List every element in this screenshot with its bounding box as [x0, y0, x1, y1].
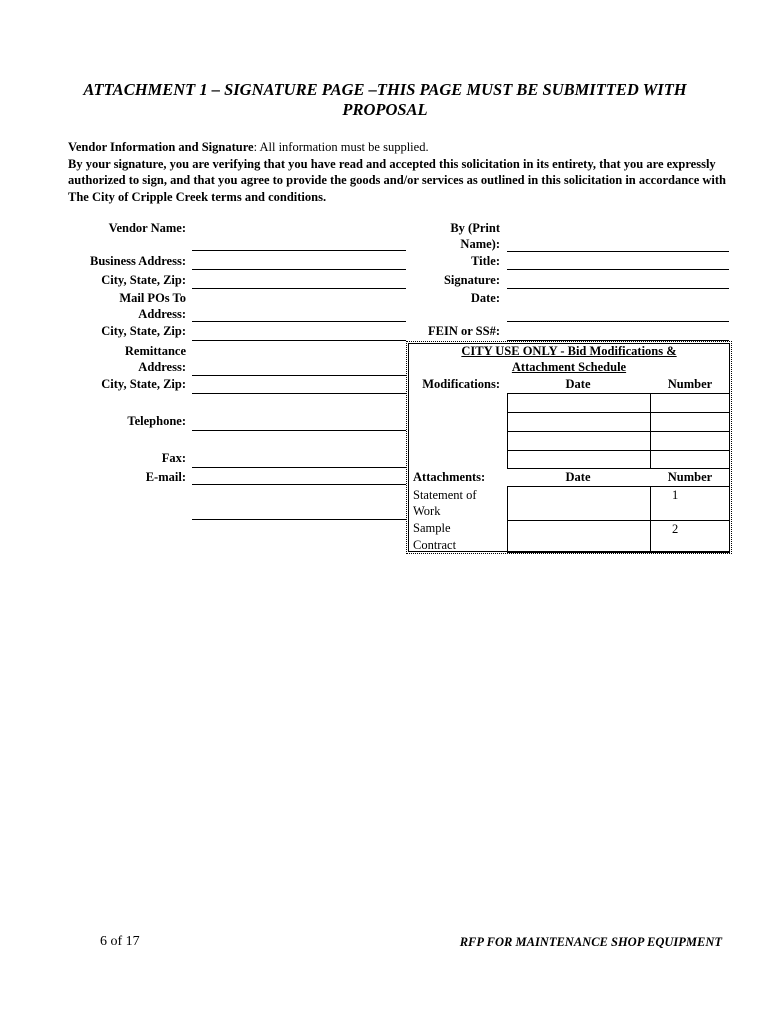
mod-number-cell[interactable] — [650, 412, 730, 432]
attachment-name-2a: Sample — [413, 521, 451, 535]
city-state-zip-field-1[interactable] — [192, 288, 406, 289]
att-date-header: Date — [565, 470, 591, 484]
attachment-name-1a: Statement of — [413, 488, 477, 502]
city-state-zip-field-3[interactable] — [192, 393, 406, 394]
mod-date-cell[interactable] — [507, 412, 651, 432]
date-label: Date: — [470, 291, 500, 305]
mod-number-cell[interactable] — [650, 450, 730, 469]
fax-label: Fax: — [161, 451, 186, 465]
mail-address-label: Address: — [138, 307, 186, 321]
business-address-field[interactable] — [192, 269, 406, 270]
print-name-field[interactable] — [507, 251, 729, 252]
att-number-header: Number — [667, 470, 713, 484]
mod-number-header: Number — [667, 377, 713, 391]
attachment-name-1b: Work — [413, 504, 441, 518]
city-use-heading-1: CITY USE ONLY - Bid Modifications & — [461, 344, 677, 358]
title-field[interactable] — [507, 269, 729, 270]
date-field[interactable] — [507, 321, 729, 322]
intro-heading-rest: : All information must be supplied. — [253, 140, 429, 154]
vendor-name-field[interactable] — [192, 250, 406, 251]
attachments-label: Attachments: — [413, 470, 486, 484]
print-name-label: Name): — [460, 237, 500, 251]
fein-label: FEIN or SS#: — [427, 324, 500, 338]
page-title: ATTACHMENT 1 – SIGNATURE PAGE –THIS PAGE MUST BE SUBMITTED WITH PROPOSAL — [83, 80, 687, 119]
footer-title: RFP FOR MAINTENANCE SHOP EQUIPMENT — [459, 935, 722, 949]
att-number-cell — [650, 520, 730, 553]
city-state-zip-label-2: City, State, Zip: — [101, 324, 186, 338]
mail-address-field[interactable] — [192, 321, 406, 322]
email-field[interactable] — [192, 484, 406, 485]
title-label: Title: — [471, 254, 500, 268]
intro-paragraph — [68, 139, 728, 205]
remittance-address-field[interactable] — [192, 375, 406, 376]
page-number: 6 of 17 — [100, 934, 140, 949]
mod-date-header: Date — [565, 377, 591, 391]
vendor-name-label: Vendor Name: — [108, 221, 186, 235]
mod-date-cell[interactable] — [507, 431, 651, 451]
email-label: E-mail: — [145, 470, 186, 484]
intro-body: By your signature, you are verifying that you have read and accepted this solicitation in its entirety, that you are expressly authorized to sign, and that you agree to provide the goods and/or services as outlined in this solicitation in accordance with The City of Cripple Creek terms and conditions. — [68, 156, 727, 204]
attachment-number-1: 1 — [672, 488, 679, 502]
mail-pos-to-label: Mail POs To — [119, 291, 186, 305]
mod-date-cell[interactable] — [507, 393, 651, 413]
signature-label: Signature: — [443, 273, 500, 287]
attachment-name-2b: Contract — [413, 538, 457, 552]
mod-number-cell[interactable] — [650, 393, 730, 413]
city-use-heading-2: Attachment Schedule — [511, 360, 627, 374]
remittance-address-label: Address: — [138, 360, 186, 374]
by-print-label: By (Print — [450, 221, 500, 235]
att-date-cell[interactable] — [507, 520, 651, 553]
telephone-field[interactable] — [192, 430, 406, 431]
email-field-2[interactable] — [192, 519, 406, 520]
business-address-label: Business Address: — [90, 254, 186, 268]
city-state-zip-label-1: City, State, Zip: — [101, 273, 186, 287]
telephone-label: Telephone: — [127, 414, 186, 428]
remittance-label: Remittance — [124, 344, 186, 358]
signature-field[interactable] — [507, 288, 729, 289]
modifications-label: Modifications: — [422, 377, 500, 391]
city-state-zip-label-3: City, State, Zip: — [101, 377, 186, 391]
intro-heading: Vendor Information and Signature — [68, 140, 254, 154]
fax-field[interactable] — [192, 467, 406, 468]
att-date-cell[interactable] — [507, 486, 651, 521]
mod-date-cell[interactable] — [507, 450, 651, 469]
mod-number-cell[interactable] — [650, 431, 730, 451]
att-number-cell — [650, 486, 730, 521]
city-state-zip-field-2[interactable] — [192, 340, 406, 341]
attachment-number-2: 2 — [672, 522, 679, 536]
